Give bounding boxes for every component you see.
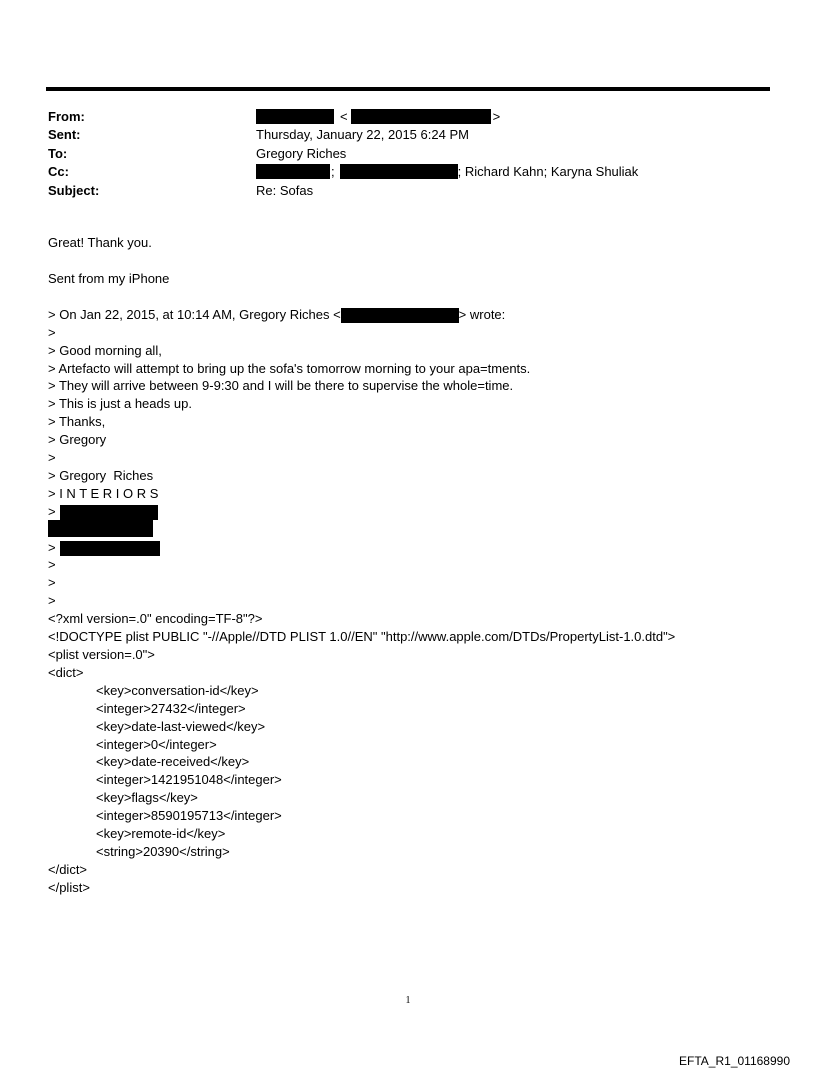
xml-line: <plist version=.0"> [48, 647, 155, 662]
redaction-block [48, 520, 153, 537]
xml-line: <key>conversation-id</key> [96, 683, 259, 698]
from-value [256, 109, 500, 124]
quote-line: > Gregory [48, 432, 107, 447]
to-row [48, 144, 748, 163]
quote-line: > Artefacto will attempt to bring up the sofa's tomorrow morning to your apa=tments. [48, 361, 531, 376]
xml-line: </dict> [48, 862, 88, 877]
quote-line [48, 503, 158, 520]
xml-line: <integer>8590195713</integer> [96, 808, 282, 823]
subject-value: Re: Sofas [256, 182, 314, 198]
page-number: 1 [405, 995, 411, 1006]
xml-line: <key>date-last-viewed</key> [96, 719, 266, 734]
sent-label: Sent: [48, 127, 81, 143]
quote-intro-b: > wrote: [458, 307, 506, 322]
cc-sep: ; [331, 164, 335, 180]
redaction-block [256, 164, 330, 179]
to-value: Gregory Riches [256, 145, 347, 161]
quote-line: > [48, 557, 56, 572]
subject-label: Subject: [48, 182, 100, 198]
quote-line: > I N T E R I O R S [48, 486, 159, 501]
quote-line: > [48, 325, 56, 340]
quote-line: > This is just a heads up. [48, 396, 192, 411]
xml-line: <integer>27432</integer> [96, 701, 246, 716]
quote-line: > They will arrive between 9-9:30 and I will be there to supervise the whole=time. [48, 378, 514, 393]
quote-intro-a: > On Jan 22, 2015, at 10:14 AM, Gregory Riches < [48, 307, 341, 322]
sent-row [48, 126, 748, 145]
from-gt: > [492, 108, 501, 124]
subject-row [48, 181, 748, 200]
xml-line: <string>20390</string> [96, 844, 230, 859]
quote-intro [48, 306, 505, 323]
quote-line: > [48, 575, 56, 590]
quote-line [48, 539, 160, 556]
quote-line: > Gregory Riches [48, 468, 154, 483]
redaction-block [256, 109, 334, 124]
xml-line: </plist> [48, 880, 90, 895]
cc-value [256, 164, 638, 179]
quote-line: > Good morning all, [48, 343, 162, 358]
xml-line: <key>remote-id</key> [96, 826, 226, 841]
xml-line: <key>flags</key> [96, 790, 198, 805]
redaction-block [341, 308, 459, 323]
body-line: Sent from my iPhone [48, 271, 170, 286]
to-label: To: [48, 145, 68, 161]
header-rule [46, 87, 770, 91]
redaction-block [60, 541, 160, 556]
xml-line: <key>date-received</key> [96, 754, 250, 769]
quote-line: > [48, 593, 56, 608]
quote-line: > [48, 450, 56, 465]
xml-line: <!DOCTYPE plist PUBLIC "-//Apple//DTD PLIST 1.0//EN" "http://www.apple.com/DTDs/PropertyList-1.0.dtd"> [48, 629, 676, 644]
from-label: From: [48, 108, 85, 124]
cc-label: Cc: [48, 164, 69, 180]
from-lt: < [340, 108, 348, 124]
xml-line: <?xml version=.0" encoding=TF-8"?> [48, 611, 263, 626]
redaction-block [340, 164, 458, 179]
quote-gt: > [48, 504, 56, 519]
from-row [48, 107, 748, 126]
document-id: EFTA_R1_01168990 [679, 1054, 790, 1068]
cc-rest: ; Richard Kahn; Karyna Shuliak [457, 164, 639, 180]
xml-line: <dict> [48, 665, 84, 680]
sent-value: Thursday, January 22, 2015 6:24 PM [256, 127, 469, 143]
xml-line: <integer>0</integer> [96, 737, 217, 752]
cc-row [48, 163, 748, 182]
quote-gt: > [48, 540, 56, 555]
xml-line: <integer>1421951048</integer> [96, 772, 282, 787]
email-header [48, 107, 748, 200]
redaction-block [60, 505, 158, 520]
body-line: Great! Thank you. [48, 235, 152, 250]
quote-line: > Thanks, [48, 414, 106, 429]
redaction-block [351, 109, 491, 124]
